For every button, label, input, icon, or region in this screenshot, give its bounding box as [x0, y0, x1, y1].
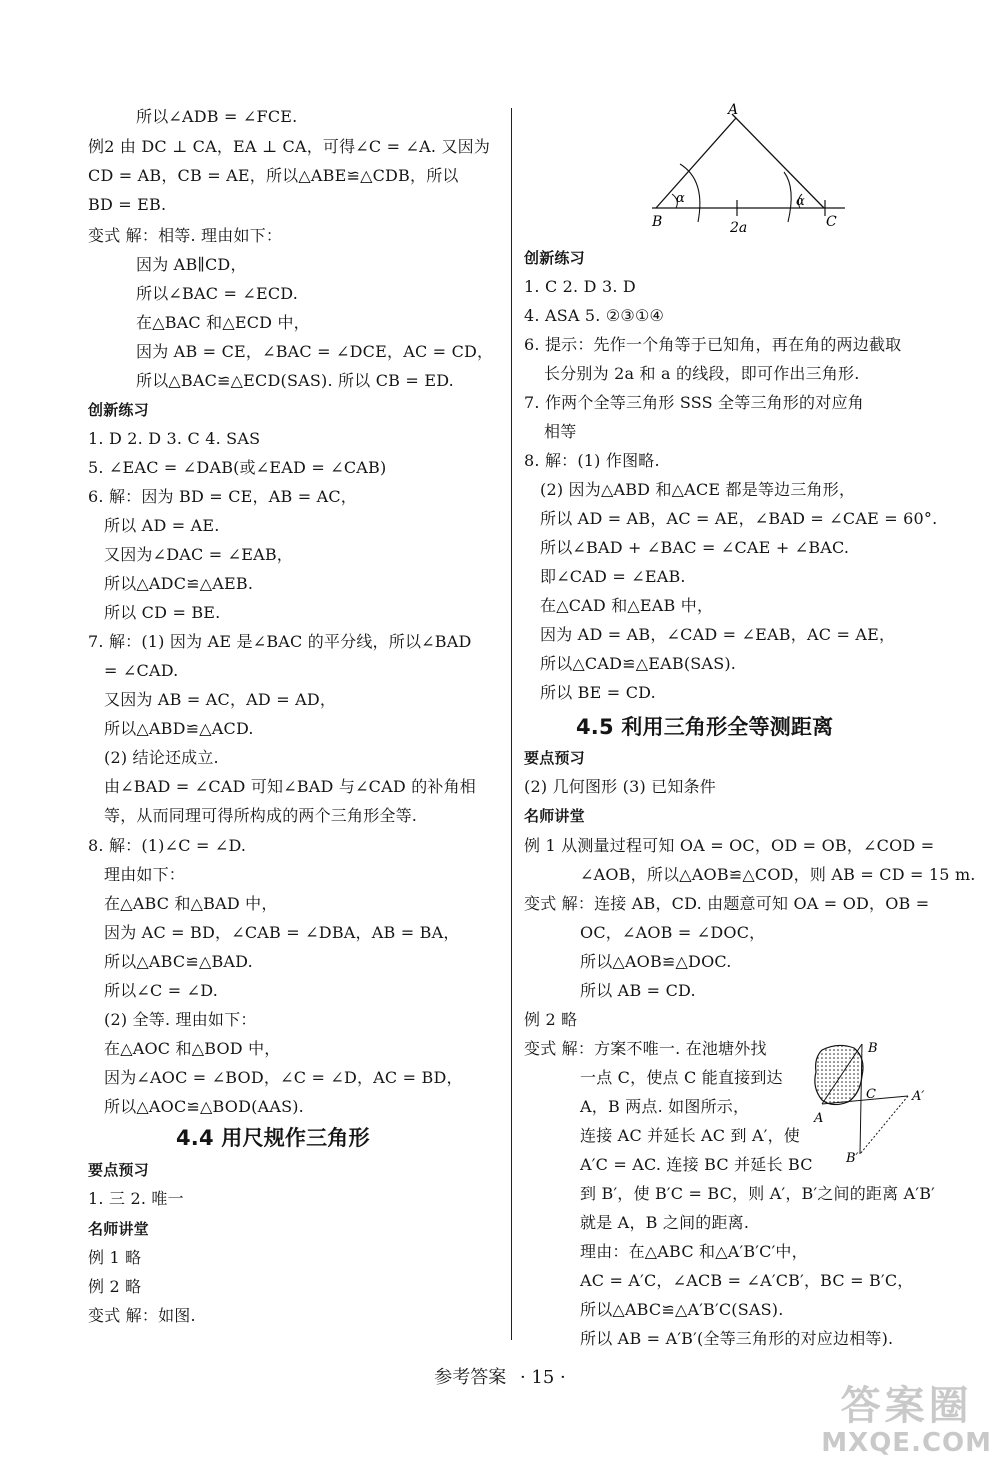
text-line: 7. 解：(1) 因为 AE 是∠BAC 的平分线，所以∠BAD: [88, 632, 472, 651]
text-line: ∠AOB，所以△AOB≌△COD，则 AB = CD = 15 m.: [580, 865, 976, 884]
label-a: A: [728, 102, 739, 118]
text-line: 连接 AC 并延长 AC 到 A′，使: [580, 1126, 801, 1145]
text-line: 即∠CAD = ∠EAB.: [540, 567, 686, 586]
label-c: C: [826, 214, 837, 230]
text-line: 在△ABC 和△BAD 中，: [104, 894, 278, 913]
label-alpha: α: [796, 194, 805, 209]
text-line: 所以∠BAC = ∠ECD.: [136, 284, 299, 303]
section-title-4-4: 4.4 用尺规作三角形: [176, 1126, 370, 1150]
text-line: CD = AB，CB = AE，所以△ABE≌△CDB，所以: [88, 166, 459, 185]
label-b-prime: B′: [846, 1151, 859, 1166]
text-line: 因为 AC = BD，∠CAB = ∠DBA，AB = BA，: [104, 923, 460, 942]
section-heading: 要点预习: [524, 749, 585, 767]
text-line: 由∠BAD = ∠CAD 可知∠BAD 与∠CAD 的补角相: [104, 777, 476, 796]
text-line: 变式 解：相等. 理由如下：: [88, 226, 283, 245]
column-divider: [511, 108, 512, 1340]
text-line: 所以△AOB≌△DOC.: [580, 952, 732, 971]
text-line: 因为 AB = CE，∠BAC = ∠DCE，AC = CD，: [136, 342, 494, 361]
text-line: 又因为 AB = AC，AD = AD，: [104, 690, 337, 709]
side-ac: [732, 114, 824, 208]
text-line: 所以△BAC≌△ECD(SAS). 所以 CB = ED.: [136, 371, 454, 390]
side-ab: [656, 118, 736, 208]
label-b: B: [868, 1041, 878, 1056]
section-title-4-5: 4.5 利用三角形全等测距离: [576, 715, 834, 739]
text-line: (2) 全等. 理由如下：: [104, 1010, 257, 1029]
text-line: 4. ASA 5. ②③①④: [524, 306, 665, 325]
text-line: 到 B′，使 B′C = BC，则 A′，B′之间的距离 A′B′: [580, 1184, 935, 1203]
text-line: 所以 AB = CD.: [580, 981, 696, 1000]
text-line: 在△BAC 和△ECD 中，: [136, 313, 310, 332]
triangle-construction-figure: [640, 102, 860, 234]
text-line: 所以△CAD≌△EAB(SAS).: [540, 654, 737, 673]
text-line: 等，从而同理可得所构成的两个三角形全等.: [104, 806, 418, 825]
section-heading: 名师讲堂: [524, 807, 585, 825]
text-line: 因为 AB∥CD，: [136, 255, 247, 274]
text-line: 变式 解：如图.: [88, 1306, 196, 1325]
text-line: (2) 因为△ABD 和△ACE 都是等边三角形，: [540, 480, 856, 499]
text-line: 所以 AD = AE.: [104, 516, 220, 535]
watermark: [821, 1383, 992, 1457]
text-line: 所以∠BAD + ∠BAC = ∠CAE + ∠BAC.: [540, 538, 850, 557]
pond-measurement-figure: [808, 1036, 938, 1166]
text-line: 8. 解：(1)∠C = ∠D.: [88, 836, 247, 855]
page-number: · 15 ·: [519, 1367, 566, 1388]
text-line: 长分别为 2a 和 a 的线段，即可作出三角形.: [544, 364, 860, 383]
text-line: 所以△AOC≌△BOD(AAS).: [104, 1097, 304, 1116]
text-line: 所以∠ADB = ∠FCE.: [136, 107, 298, 126]
text-line: 1. 三 2. 唯一: [88, 1189, 184, 1208]
text-line: OC，∠AOB = ∠DOC，: [580, 923, 766, 942]
text-line: 所以△ABC≌△BAD.: [104, 952, 253, 971]
text-line: 8. 解：(1) 作图略.: [524, 451, 660, 470]
text-line: 一点 C，使点 C 能直接到达: [580, 1068, 783, 1087]
footer-label: 参考答案: [434, 1367, 507, 1388]
text-line: 1. D 2. D 3. C 4. SAS: [88, 429, 261, 448]
section-heading: 要点预习: [88, 1161, 149, 1179]
section-heading: 创新练习: [524, 249, 585, 267]
text-line: 例 2 略: [524, 1010, 578, 1029]
text-line: 所以 CD = BE.: [104, 603, 221, 622]
section-heading: 名师讲堂: [88, 1220, 149, 1238]
text-line: 又因为∠DAC = ∠EAB，: [104, 545, 294, 564]
text-line: 例 1 略: [88, 1248, 142, 1267]
pond-shape: [815, 1045, 863, 1104]
text-line: (2) 结论还成立.: [104, 748, 219, 767]
text-line: 在△AOC 和△BOD 中，: [104, 1039, 281, 1058]
text-line: 所以△ADC≌△AEB.: [104, 574, 254, 593]
text-line: A，B 两点. 如图所示，: [580, 1097, 750, 1116]
text-line: A′C = AC. 连接 BC 并延长 BC: [580, 1155, 813, 1174]
text-line: 所以△ABC≌△A′B′C(SAS).: [580, 1300, 784, 1319]
text-line: 1. C 2. D 3. D: [524, 277, 636, 296]
text-line: 变式 解：方案不唯一. 在池塘外找: [524, 1039, 767, 1058]
label-alpha: α: [676, 191, 685, 206]
text-line: 在△CAD 和△EAB 中，: [540, 596, 714, 615]
text-line: 例 2 略: [88, 1277, 142, 1296]
text-line: 理由：在△ABC 和△A′B′C′中，: [580, 1242, 808, 1261]
text-line: 所以 AD = AB，AC = AE，∠BAD = ∠CAE = 60°.: [540, 509, 938, 528]
text-line: 理由如下：: [104, 865, 186, 884]
arc-right: [784, 172, 791, 222]
segment-a-prime-b-prime: [860, 1096, 908, 1154]
text-line: 例2 由 DC ⊥ CA，EA ⊥ CA，可得∠C = ∠A. 又因为: [88, 137, 491, 156]
text-line: AC = A′C，∠ACB = ∠A′CB′，BC = B′C，: [580, 1271, 914, 1290]
text-line: = ∠CAD.: [104, 661, 179, 680]
text-line: 所以△ABD≌△ACD.: [104, 719, 254, 738]
text-line: 7. 作两个全等三角形 SSS 全等三角形的对应角: [524, 393, 864, 412]
text-line: 所以∠C = ∠D.: [104, 981, 218, 1000]
text-line: 因为 AD = AB，∠CAD = ∠EAB，AC = AE，: [540, 625, 896, 644]
text-line: 所以 BE = CD.: [540, 683, 656, 702]
label-b: B: [652, 214, 663, 230]
text-line: 5. ∠EAC = ∠DAB(或∠EAD = ∠CAB): [88, 458, 387, 477]
text-line: 相等: [544, 422, 577, 441]
label-a: A: [814, 1111, 824, 1126]
text-line: 6. 提示：先作一个角等于已知角，再在角的两边截取: [524, 335, 902, 354]
text-line: 变式 解：连接 AB，CD. 由题意可知 OA = OD，OB =: [524, 894, 930, 913]
text-line: 因为∠AOC = ∠BOD，∠C = ∠D，AC = BD，: [104, 1068, 463, 1087]
text-line: 6. 解：因为 BD = CE，AB = AC，: [88, 487, 358, 506]
watermark-text: 答案圈: [840, 1383, 973, 1429]
text-line: BD = EB.: [88, 195, 167, 214]
label-a-prime: A′: [912, 1089, 925, 1104]
text-line: (2) 几何图形 (3) 已知条件: [524, 777, 716, 796]
text-line: 所以 AB = A′B′(全等三角形的对应边相等).: [580, 1329, 894, 1348]
section-heading: 创新练习: [88, 401, 149, 419]
label-2a: 2a: [730, 220, 748, 234]
watermark-url: MXQE.COM: [821, 1428, 992, 1458]
text-line: 就是 A，B 之间的距离.: [580, 1213, 750, 1232]
label-c: C: [866, 1087, 876, 1102]
text-line: 例 1 从测量过程可知 OA = OC，OD = OB，∠COD =: [524, 836, 935, 855]
